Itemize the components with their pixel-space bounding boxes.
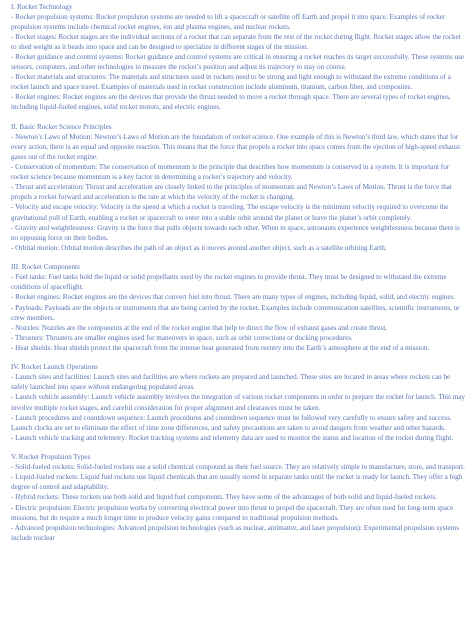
section-heading: IV. Rocket Launch Operations	[11, 363, 98, 372]
section-bullet-item: - Hybrid rockets: These rockets use both solid and liquid fuel components. They have some of the advantages of both solid and liquid-fueled rockets.	[11, 493, 437, 502]
section-bullet-item: - Solid-fueled rockets: Solid-fueled rockets use a solid chemical compound as their fuel source. They are relatively simple to manufacture, store, and transport.	[11, 463, 465, 472]
section-bullet-item: - Rocket propulsion systems: Rocket propulsion systems are needed to lift a spacecraft or satellite off Earth and propel it into space. Examples of rocket propulsion systems include chemical rocket engines, ion and plasma engines, and nuclear rockets.	[11, 13, 445, 32]
section-bullet-item: - Launch procedures and countdown sequence: Launch procedures and countdown sequence must be followed very carefully to ensure safety and success. Launch clocks are set to eliminate the effect of time zone differences, and safety precautions are taken to avoid dangers from weather and other hazards.	[11, 413, 452, 432]
section-bullet-item: - Fuel tanks: Fuel tanks hold the liquid or solid propellants used by the rocket engines to provide thrust. They must be designed to withstand the extreme conditions of spaceflight.	[11, 273, 447, 292]
section-bullet-item: - Launch sites and facilities: Launch sites and facilities are where rockets are prepared and launched. These sites are located in areas where rockets can be safely launched into space without endangering populated areas.	[11, 373, 451, 392]
document-body	[11, 2, 467, 552]
section-bullet-item: - Launch vehicle assembly: Launch vehicle assembly involves the integration of various rocket components in order to prepare the rocket for launch. This may involve multiple rocket stages, and careful consideration for proper alignment and clearances must be taken.	[11, 393, 465, 412]
document-section	[11, 2, 467, 113]
section-bullet-item: - Rocket stages: Rocket stages are the individual sections of a rocket that can separate from the rest of the rocket during flight. Rocket stages allow the rocket to shed weight as it heads into space and can be designed to specialize in different stages of the mission.	[11, 33, 461, 52]
section-bullet-item: - Newton’s Laws of Motion: Newton’s Laws of Motion are the foundation of rocket science. One example of this is Newton’s third law, which states that for every action, there is an equal and opposite reaction. This means that the force that propels a rocket into space comes from the ejection of high-speed exhaust gases out of the rocket engine.	[11, 133, 461, 162]
section-bullet-item: - Electric propulsion: Electric propulsion works by converting electrical power into thrust to propel the spacecraft. They are often used for long-term space missions, but do require a much longer time to produce velocity gains compared to traditional propulsion methods.	[11, 503, 454, 522]
section-bullet-item: - Payloads: Payloads are the objects or instruments that are being carried by the rocket. Examples include communication satellites, scientific instruments, or crew members.	[11, 303, 460, 322]
section-heading: II. Basic Rocket Science Principles	[11, 123, 112, 132]
document-section	[11, 122, 467, 253]
section-bullet-item: - Rocket engines: Rocket engines are the devices that provide the thrust needed to move a rocket through space. There are several types of rocket engines, including liquid-fueled engines, solid rocket motors, and electric engines.	[11, 93, 451, 112]
document-section	[11, 452, 467, 542]
section-bullet-item: - Rocket materials and structures: The materials and structures used in rockets need to be strong and light enough to withstand the extreme conditions of a rocket launch and space travel. Examples of materials used in rocket construction include aluminum, titanium, carbon fiber, and composites.	[11, 73, 451, 92]
section-heading: V. Rocket Propulsion Types	[11, 453, 91, 462]
section-bullet-item: - Conservation of momentum: The conservation of momentum is the principle that describes how momentum is conserved in a system. It is important for rocket science because momentum is a key factor in determining a rocket’s trajectory and velocity.	[11, 163, 450, 182]
section-bullet-item: - Liquid-fueled rockets: Liquid fuel rockets use liquid chemicals that are usually stored in separate tanks until the rocket is ready for launch. They offer a high degree of control and adaptability.	[11, 473, 463, 492]
section-bullet-item: - Rocket guidance and control systems: Rocket guidance and control systems are critical in ensuring a rocket reaches its target successfully. These systems use sensors, computers, and other technologies to measure the rocket’s position and adjust its trajectory to stay on course.	[11, 53, 464, 72]
section-heading: III. Rocket Components	[11, 263, 80, 272]
document-section	[11, 262, 467, 352]
section-bullet-item: - Rocket engines: Rocket engines are the devices that convert fuel into thrust. There are many types of engines, including liquid, solid, and electric engines.	[11, 293, 456, 302]
section-bullet-item: - Thrusters: Thrusters are smaller engines used for maneuvers in space, such as orbit corrections or docking procedures.	[11, 333, 353, 342]
section-bullet-item: - Orbital motion: Orbital motion describes the path of an object as it moves around another object, such as a satellite orbiting Earth.	[11, 243, 387, 252]
section-bullet-item: - Heat shields: Heat shields protect the spacecraft from the intense heat generated from reentry into the Earth’s atmosphere at the end of a mission.	[11, 343, 430, 352]
section-bullet-item: - Velocity and escape velocity: Velocity is the speed at which a rocket is traveling. The escape velocity is the minimum velocity required to overcome the gravitational pull of Earth, enabling a rocket or spacecraft to enter into a stable orbit around the planet or leave the planet’s orbit completely.	[11, 203, 449, 222]
document-section	[11, 362, 467, 442]
section-heading: I. Rocket Technology	[11, 3, 73, 11]
section-bullet-item: - Thrust and acceleration: Thrust and acceleration are closely linked to the principles of momentum and Newton’s Laws of Motion. Thrust is the force that propels a rocket forward and acceleration is the rate at which the velocity of the rocket is changing.	[11, 183, 452, 202]
section-bullet-item: - Launch vehicle tracking and telemetry: Rocket tracking systems and telemetry data are used to monitor the status and location of the rocket during flight.	[11, 433, 453, 442]
section-bullet-item: - Nozzles: Nozzles are the components at the end of the rocket engine that help to direct the flow of exhaust gases and create thrust.	[11, 323, 388, 332]
section-bullet-item: - Gravity and weightlessness: Gravity is the force that pulls objects towards each other. When in space, astronauts experience weightlessness because there is no opposing force on their bodies.	[11, 223, 460, 242]
section-bullet-item: - Advanced propulsion technologies: Advanced propulsion technologies (such as nuclear, antimatter, and laser propulsion): Experimental propulsion systems include nuclear	[11, 523, 459, 542]
